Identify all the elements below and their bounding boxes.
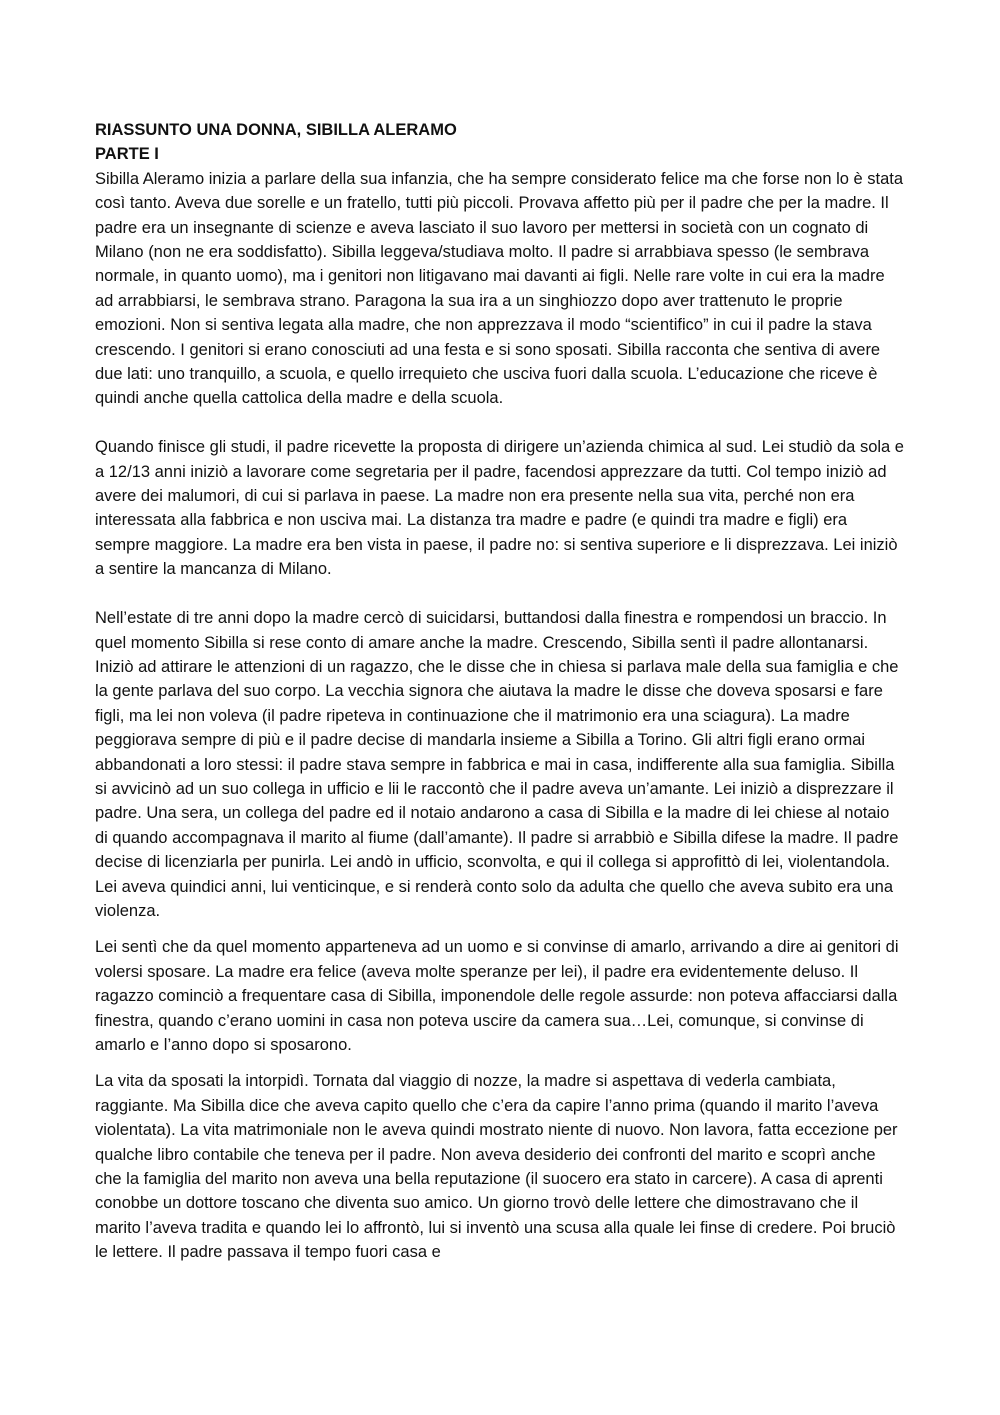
paragraph-5: La vita da sposati la intorpidì. Tornata dal viaggio di nozze, la madre si aspettava di vederla cambiata, raggiante. Ma Sibilla dice che aveva capito quello che c’era da capire l’anno prima (quando il marito l’aveva violentata). La vita matrimoniale non le aveva quindi mostrato niente di nuovo. Non lavora, fatta eccezione per qualche libro contabile che teneva per il padre. Non aveva desiderio dei confronti del marito e scoprì anche che la famiglia del marito non aveva una bella reputazione (il suocero era stato in carcere). A casa di aprenti conobbe un dottore toscano che diventa suo amico. Un giorno trovò delle lettere che dimostravano che il marito l’aveva tradita e quando lei lo affrontò, lui si inventò una scusa alla quale lei finse di credere. Poi bruciò le lettere. Il padre passava il tempo fuori casa e [95,1072,898,1262]
paragraph-1: Sibilla Aleramo inizia a parlare della sua infanzia, che ha sempre considerato felice ma che forse non lo è stata così tanto. Aveva due sorelle e un fratello, tutti più piccoli. Provava affetto più per il padre che per la madre. Il padre era un insegnante di scienze e aveva lasciato il suo lavoro per mettersi in società con un cognato di Milano (non ne era soddisfatto). Sibilla leggeva/studiava molto. Il padre si arrabbiava spesso (le sembrava normale, in quanto uomo), ma i genitori non litigavano mai davanti ai figli. Nelle rare volte in cui era la madre ad arrabbiarsi, le sembrava strano. Paragona la sua ira a un singhiozzo dopo aver trattenuto le proprie emozioni. Non si sentiva legata alla madre, che non apprezzava il modo “scientifico” in cui il padre la stava crescendo. I genitori si erano conosciuti ad una festa e si sono sposati. Sibilla racconta che sentiva di avere due lati: uno tranquillo, a scuola, e quello irrequieto che usciva fuori dalla scuola. L’educazione che riceve è quindi anche quella cattolica della madre e della scuola. [95,169,904,408]
paragraph-2: Quando finisce gli studi, il padre ricevette la proposta di dirigere un’azienda chimica al sud. Lei studiò da sola e a 12/13 anni iniziò a lavorare come segretaria per il padre, facendosi apprezzare da tutti. Col tempo iniziò ad avere dei malumori, di cui si parlava in paese. La madre non era presente nella sua vita, perché non era interessata alla fabbrica e non usciva mai. La distanza tra madre e padre (e quindi tra madre e figli) era sempre maggiore. La madre era ben vista in paese, il padre no: si sentiva superiore e li disprezzava. Lei iniziò a sentire la mancanza di Milano. [95,438,904,579]
section-heading: PARTE I [95,145,159,164]
paragraph-4: Lei sentì che da quel momento apparteneva ad un uomo e si convinse di amarlo, arrivando a dire ai genitori di volersi sposare. La madre era felice (aveva molte speranze per lei), il padre era evidentemente deluso. Il ragazzo cominciò a frequentare casa di Sibilla, imponendole delle regole assurde: non poteva affacciarsi dalla finestra, quando c’erano uomini in casa non poteva uscire da camera sua…Lei, comunque, si convinse di amarlo e l’anno dopo si sposarono. [95,938,899,1054]
document-title: RIASSUNTO UNA DONNA, SIBILLA ALERAMO [95,121,457,139]
document-page [95,118,905,1265]
paragraph-3: Nell’estate di tre anni dopo la madre cercò di suicidarsi, buttandosi dalla finestra e rompendosi un braccio. In quel momento Sibilla si rese conto di amare anche la madre. Crescendo, Sibilla sentì il padre allontanarsi. Iniziò ad attirare le attenzioni di un ragazzo, che le disse che in chiesa si parlava male della sua famiglia e che la gente parlava del suo corpo. La vecchia signora che aiutava la madre le disse che doveva sposarsi e fare figli, ma lei non voleva (il padre ripeteva in continuazione che il matrimonio era una sciagura). La madre peggiorava sempre di più e il padre decise di mandarla insieme a Sibilla a Torino. Gli altri figli erano ormai abbandonati a loro stessi: il padre stava sempre in fabbrica e mai in casa, indifferente alla sua famiglia. Sibilla si avvicinò ad un suo collega in ufficio e lii le raccontò che il padre aveva un’amante. Lei iniziò a disprezzare il padre. Una sera, un collega del padre ed il notaio andarono a casa di Sibilla e la madre di lei chiese al notaio di quando accompagnava il marito al fiume (dall’amante). Il padre si arrabbiò e Sibilla difese la madre. Il padre decise di licenziarla per punirla. Lei andò in ufficio, sconvolta, e qui il collega si approfittò di lei, violentandola. Lei aveva quindici anni, lui venticinque, e si renderà conto solo da adulta che quello che aveva subito era una violenza. [95,609,899,920]
